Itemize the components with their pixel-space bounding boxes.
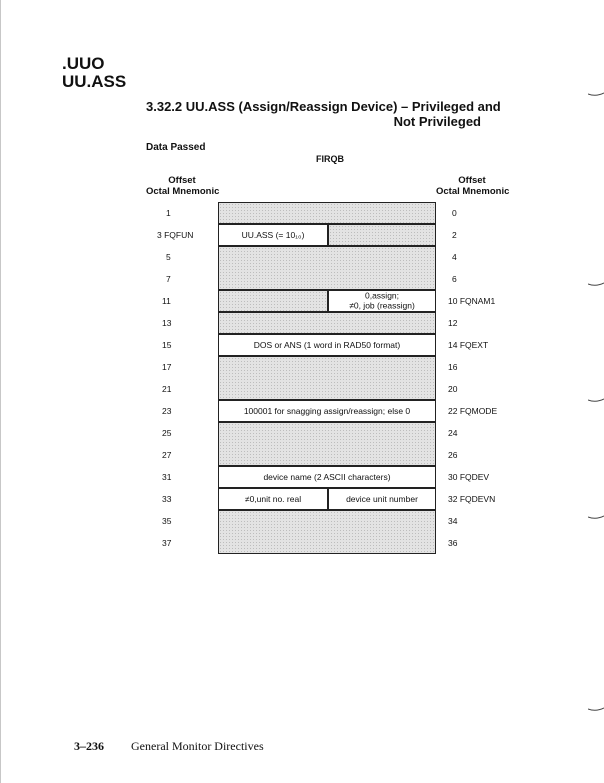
left-offset: 35 [162,516,172,526]
fqext-cell [218,334,436,356]
left-offset: 31 [162,472,172,482]
right-offset: 6 [452,274,457,284]
right-mnemonic-header: Octal Mnemonic [436,186,510,197]
fqmode-cell [218,400,436,422]
right-offset: 0 [452,208,457,218]
margin-mark [588,91,604,97]
fqdev-cell [218,466,436,488]
margin-mark [588,514,604,520]
block-title: FIRQB [316,154,344,164]
footer-title: General Monitor Directives [131,739,264,753]
right-offset: 14 FQEXT [448,340,489,350]
right-offset: 2 [452,230,457,240]
margin-mark [588,706,604,712]
right-offset: 22 FQMODE [448,406,498,416]
margin-mark [588,397,604,403]
right-offset: 20 [448,384,458,394]
word-12-cell [218,312,436,334]
page-edge [0,0,1,783]
left-offset: 37 [162,538,172,548]
left-offset: 3 FQFUN [157,230,194,240]
left-offset: 25 [162,428,172,438]
section-title-cont: Not Privileged [393,114,481,129]
data-passed-label: Data Passed [146,142,206,153]
unit-real-text: ≠0,unit no. real [244,494,302,504]
left-offset: 33 [162,494,172,504]
right-offset: 16 [448,362,458,372]
left-offset-header: Offset [168,175,196,186]
left-offset: 15 [162,340,172,350]
header-line-2: UU.ASS [62,72,127,91]
header-line-1: .UUO [62,54,105,73]
fqdev-text: device name (2 ASCII characters) [263,472,391,482]
fqnam1-text [329,292,435,311]
section-title: 3.32.2 UU.ASS (Assign/Reassign Device) – Privileged and [146,99,501,114]
left-mnemonic-header: Octal Mnemonic [146,186,220,197]
word-0-cell [218,202,436,224]
words-4-6-cell [218,246,436,290]
fqnam1-high-cell [218,290,328,312]
left-offset: 27 [162,450,172,460]
unit-number-text: device unit number [346,494,418,504]
fqfun-cell [218,224,328,246]
fqfun-text: UU.ASS (= 10₁₀) [241,230,305,240]
words-24-26-cell [218,422,436,466]
left-offset: 11 [162,296,171,306]
fqdevn-cell [328,488,436,510]
right-offset-header: Offset [458,175,486,186]
assign-line-2: ≠0, job (reassign) [349,300,415,310]
right-offset: 4 [452,252,457,262]
right-offset: 36 [448,538,458,548]
page-number: 3–236 [74,739,104,753]
fqmode-text: 100001 for snagging assign/reassign; else 0 [243,406,411,416]
left-offset: 5 [166,252,171,262]
left-offset: 21 [162,384,172,394]
right-offset: 34 [448,516,458,526]
word-2-low-cell [328,224,436,246]
left-offset: 1 [166,208,171,218]
left-offset: 23 [162,406,172,416]
assign-line-1: 0,assign; [364,290,400,301]
right-offset: 26 [448,450,458,460]
right-offset: 32 FQDEVN [448,494,496,504]
left-offset: 13 [162,318,172,328]
margin-mark [588,281,604,287]
right-offset: 30 FQDEV [448,472,490,482]
right-offset: 24 [448,428,458,438]
right-offset: 12 [448,318,458,328]
words-34-36-cell [218,510,436,554]
fqdevn-high-cell [218,488,328,510]
left-offset: 17 [162,362,172,372]
words-16-20-cell [218,356,436,400]
right-offset: 10 FQNAM1 [448,296,496,306]
fqnam1-cell [328,290,436,312]
left-offset: 7 [166,274,171,284]
fqext-text: DOS or ANS (1 word in RAD50 format) [253,340,401,350]
